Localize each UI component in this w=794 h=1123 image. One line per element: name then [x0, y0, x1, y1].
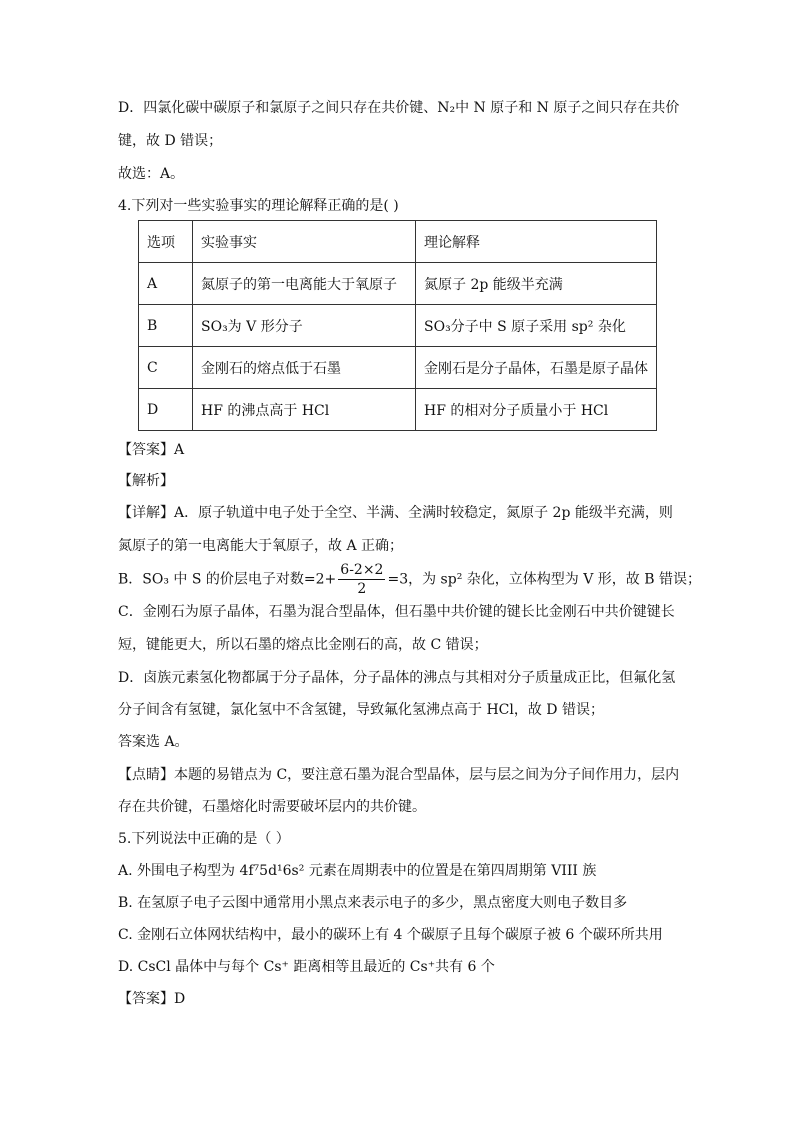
question-4-table: [138, 220, 657, 431]
answer-label: 【答案】D: [118, 991, 186, 1007]
table-header-cell: 选项: [139, 221, 193, 263]
fraction: [338, 561, 385, 598]
text-line: 氮原子的第一电离能大于氧原子，故 A 正确；: [118, 538, 404, 554]
fraction-denominator: 2: [357, 581, 367, 597]
formula-text: =3，为 sp² 杂化，立体构型为 V 形，故 B 错误；: [387, 571, 701, 588]
option-c: C. 金刚石立体网状结构中，最小的碳环上有 4 个碳原子且每个碳原子被 6 个碳环所共用: [118, 927, 663, 943]
table-cell: 氮原子的第一电离能大于氧原子: [193, 263, 416, 305]
formula-line: [118, 561, 701, 598]
option-d: D. CsCl 晶体中与每个 Cs⁺ 距离相等且最近的 Cs⁺共有 6 个: [118, 959, 495, 975]
text-line: 键，故 D 错误；: [118, 133, 223, 149]
table-cell: 金刚石的熔点低于石墨: [193, 347, 416, 389]
option-a: A. 外围电子构型为 4f⁷5d¹6s² 元素在周期表中的位置是在第四周期第 VIII 族: [118, 863, 597, 879]
text-line: 【点睛】本题的易错点为 C，要注意石墨为混合型晶体，层与层之间为分子间作用力，层内: [118, 767, 680, 783]
text-line: 答案选 A。: [118, 734, 189, 750]
text-line: D．四氯化碳中碳原子和氯原子之间只存在共价键、N₂中 N 原子和 N 原子之间只存在共价: [118, 100, 680, 116]
text-line: 短，键能更大，所以石墨的熔点比金刚石的高，故 C 错误；: [118, 637, 488, 653]
table-header-cell: 理论解释: [416, 221, 657, 263]
table-cell: SO₃为 V 形分子: [193, 305, 416, 347]
formula-text: B．SO₃ 中 S 的价层电子对数=2+: [118, 571, 337, 588]
table-cell: SO₃分子中 S 原子采用 sp² 杂化: [416, 305, 657, 347]
analysis-label: 【解析】: [118, 473, 174, 489]
answer-label: 【答案】A: [118, 442, 185, 458]
table-cell: HF 的相对分子质量小于 HCl: [416, 389, 657, 431]
table-cell: D: [139, 389, 193, 431]
table-row: [139, 263, 657, 305]
text-line: 【详解】A．原子轨道中电子处于全空、半满、全满时较稳定，氮原子 2p 能级半充满，则: [118, 505, 673, 521]
question-4-stem: 4.下列对一些实验事实的理论解释正确的是( ): [118, 198, 399, 214]
table-cell: A: [139, 263, 193, 305]
table-row: [139, 389, 657, 431]
text-line: D．卤族元素氢化物都属于分子晶体，分子晶体的沸点与其相对分子质量成正比，但氟化氢: [118, 670, 676, 686]
table-header-row: [139, 221, 657, 263]
question-5-stem: 5.下列说法中正确的是（ ）: [118, 831, 290, 847]
text-line: 分子间含有氢键，氯化氢中不含氢键，导致氟化氢沸点高于 HCl，故 D 错误；: [118, 702, 604, 718]
fraction-numerator: 6-2×2: [340, 562, 384, 578]
table-row: [139, 347, 657, 389]
table-cell: B: [139, 305, 193, 347]
text-line: 存在共价键，石墨熔化时需要破坏层内的共价键。: [118, 799, 426, 815]
table-cell: C: [139, 347, 193, 389]
text-line: C．金刚石为原子晶体，石墨为混合型晶体，但石墨中共价键的键长比金刚石中共价键键长: [118, 604, 675, 620]
table-header-cell: 实验事实: [193, 221, 416, 263]
text-line: 故选：A。: [118, 166, 185, 182]
option-b: B. 在氢原子电子云图中通常用小黑点来表示电子的多少，黑点密度大则电子数目多: [118, 895, 628, 911]
table-cell: HF 的沸点高于 HCl: [193, 389, 416, 431]
table-cell: 金刚石是分子晶体，石墨是原子晶体: [416, 347, 657, 389]
table-cell: 氮原子 2p 能级半充满: [416, 263, 657, 305]
table-row: [139, 305, 657, 347]
